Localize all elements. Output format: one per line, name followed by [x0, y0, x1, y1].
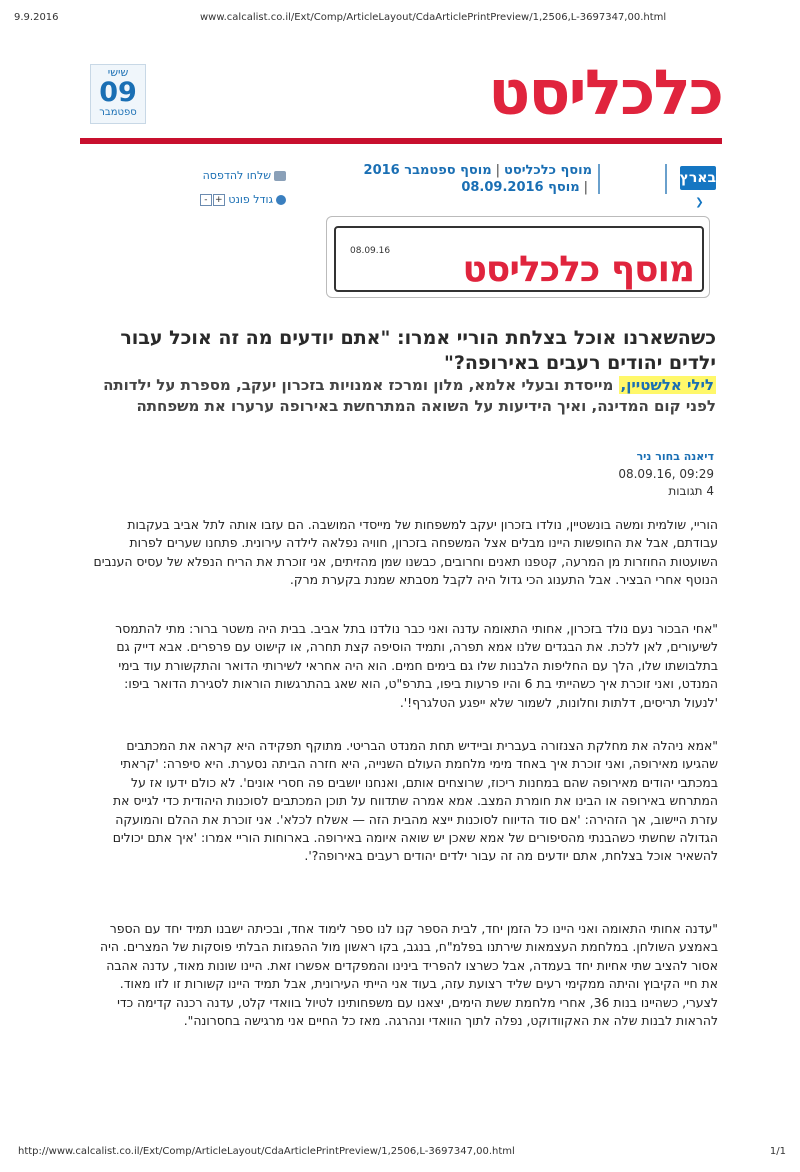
crumb-supplement[interactable]: מוסף כלכליסט	[504, 163, 592, 178]
nav-separator	[598, 164, 600, 194]
print-page-number: 1/1	[769, 1146, 786, 1157]
font-icon	[276, 195, 286, 205]
date-day-of-week: שישי	[107, 66, 129, 79]
article-subtitle	[86, 375, 716, 417]
subtitle-name-highlight: לילי אלשטיין,	[620, 376, 714, 394]
print-date: 9.9.2016	[14, 12, 59, 23]
font-size-control: גודל פונט +-	[196, 188, 286, 212]
crumb-september[interactable]: מוסף ספטמבר 2016	[363, 163, 492, 178]
article-meta	[618, 466, 714, 500]
paragraph: "עדנה אחותי התאומה ואני היינו כל הזמן יחד, לבית הספר קנו לנו ספר לימוד אחד, ובכיתה ישבנו תמיד יחד עם הספר באמצע השולחן. במלחמת העצמאות שירתנו בפלמ"ח, בנגב, בקו ראשון מול ההפגזות הבלתי פוסקות של המצרים. היה אסור להציב שתי אחיות יחד בעמדה, אבל כשרצו להפריד בינינו והמפקדים אפשרו זאת. היינו שונות מאוד, עדנה אהבה את חיי הקיבוץ והיתה ממקימי רעים שליד רצועת עזה, בעוד אני הייתי העירונית, אבל תמיד היינו קשורות זו לזו מאוד. לצערי, כשהיינו בנות 36, אחרי מלחמת ששת הימים, יצאנו עם משפחותינו לטיול בוואדי קלט, עדנה רכנה קדימה כדי להראות לבנות שלה את האקוודוקט, נפלה לתוך הוואדי ונהרגה. מאז כל החיים אני מרגישה בחסרונה".	[100, 921, 718, 1029]
print-header-url: www.calcalist.co.il/Ext/Comp/ArticleLayout/CdaArticlePrintPreview/1,2506,L-3697347,00.html	[200, 12, 667, 23]
font-decrease-button[interactable]: -	[200, 194, 212, 206]
crumb-issue[interactable]: מוסף 08.09.2016	[461, 180, 580, 195]
subtitle-text: מייסדת ובעלי אלמא, מלון ומרכז אמנויות בזכרון יעקב, מספרת על ילדותה לפני קום המדינה, ואיך הידיעות על השואה המתרחשת באירופה ערערו את משפחתה	[103, 376, 716, 415]
back-section-button[interactable]	[679, 166, 716, 208]
paragraph: "אחי הבכור נעם נולד בזכרון, אחותי התאומה עדנה ואני כבר נולדנו בתל אביב. בבית היה משטר ברור: מתי להתמסר לשיעורים, לאן ללכת. את הבגדים שלנו אמא תפרה, ותמיד הוסיפה קצת תחרה, או קישוט עם פרפרים. אבא דייק גם בתלבושתו שלו, הלך עם החליפות הלבנות שלו גם בימים חמים. הוא היה אחראי לשירותי הדואר והתקשורת עוד בימי המנדט, ואני זוכרת איך כשהייתי בת 6 והיו פרעות ביפו, בתרפ"ט, הוא שאג בהתרגשות הוראות לסגירת הדואר ביפו: 'לנעול תריסים, דלתות וחלונות, לשמור שלא ייפגע הטלגרף!'.	[115, 621, 718, 710]
author-link[interactable]: דיאנה בחור ניר	[636, 450, 714, 463]
date-month: ספטמבר	[99, 107, 137, 118]
print-footer-url: http://www.calcalist.co.il/Ext/Comp/ArticleLayout/CdaArticlePrintPreview/1,2506,L-3697347,00.html	[18, 1146, 515, 1157]
article-datetime: 08.09.16, 09:29	[618, 467, 714, 481]
date-box	[90, 64, 146, 124]
banner-date: 08.09.16	[350, 246, 391, 256]
article-headline: כשהשארנו אוכל בצלחת הוריי אמרו: "אתם יודעים מה זה אוכל עבור ילדים יהודים רעבים באירופה?"	[120, 327, 716, 374]
send-to-print-link[interactable]: שלחו להדפסה	[196, 164, 286, 188]
article-tools	[196, 164, 286, 212]
chevron-left-icon: ❮	[693, 196, 706, 209]
date-day: 09	[99, 77, 137, 108]
section-label: בארץ	[679, 170, 716, 186]
comments-count[interactable]: 4 תגובות	[668, 484, 714, 498]
banner-title: מוסף כלכליסט	[462, 249, 694, 290]
site-logo[interactable]: כלכליסט	[488, 56, 722, 129]
nav-separator	[665, 164, 667, 194]
breadcrumb: מוסף כלכליסט|מוסף ספטמבר 2016 |מוסף 08.09.2016	[363, 163, 592, 195]
paragraph: "אמא ניהלה את מחלקת הצנזורה בעברית וביידיש תחת המנדט הבריטי. מתוקף תפקידה היא קראה את המכתבים שהגיעו מאירופה, ואני זוכרת איך באחד מימי מלחמת העולם השנייה, היא חזרה הביתה נסערת. היא סיפרה: 'קראתי במכתבי יהודים מאירופה שהם במחנות ריכוז, שרוצחים אותם, ואנחנו יושבים פה חסרי אונים'. לא כולם ידעו אז על המתרחש באירופה או הבינו את חומרת המצב. אמא אמרה שתדווח על תוכן המכתבים לסוכנות היהודית כדי לגייס את עזרת היישוב, אך הזהירה: 'אם סוד הדיווח לסוכנות ייצא מהבית הזה — אשלח לכלא'. אני זוכרת את ההלם והמועקה הגדולה שחשתי כשהבנתי מהסיפורים של אמא שאכן יש שואה איומה באירופה. בארוחות הוריי אמרו: 'איך אתם יכולים להשאיר אוכל בצלחת, אתם יודעים מה זה עבור ילדים יהודים רעבים באירופה?'.	[112, 738, 718, 864]
font-increase-button[interactable]: +	[213, 194, 225, 206]
header-divider	[80, 138, 722, 144]
printer-icon	[274, 171, 286, 181]
paragraph: הוריי, שולמית ומשה בונשטיין, נולדו בזכרון יעקב למשפחות של מייסדי המושבה. הם עזבו אותה לתל אביב בעקבות עבודתם, אבל את החופשות היינו מבלים אצל המשפחה בזכרון, חוויה נפלאה לילדה עירונית. פתחנו שערים לפרות השועטות החוזרות מן המרעה, קטפנו תאנים וחרובים, כבשנו שמן מהזיתים, אני זוכרת את הריח הנפלא של עסיס הענבים הנוטף אחרי הבציר. אבל התענוג הכי גדול היה לקבל מסבתא שמנת בקערת מרק.	[93, 517, 718, 588]
